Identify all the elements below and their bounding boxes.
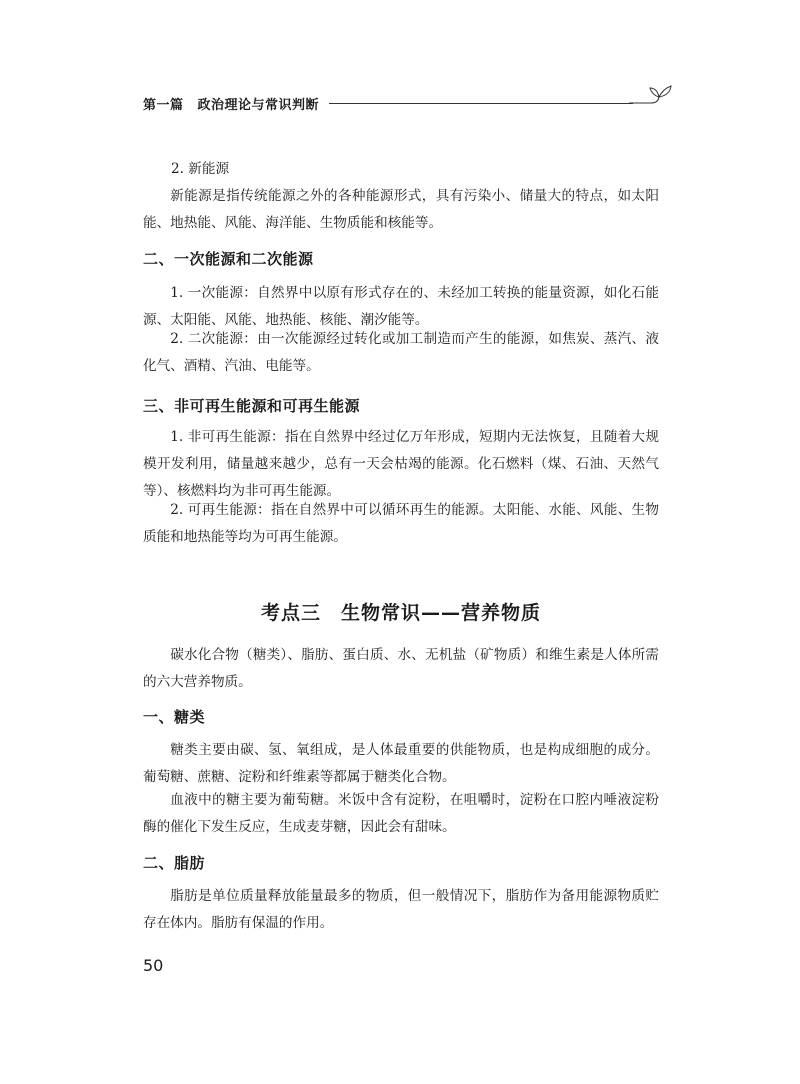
intro-paragraph: 碳水化合物（糖类）、脂肪、蛋白质、水、无机盐（矿物质）和维生素是人体所需的六大营养物质。 xyxy=(143,647,659,690)
sugar-paragraph-2: 血液中的糖主要为葡萄糖。米饭中含有淀粉，在咀嚼时，淀粉在口腔内唾液淀粉酶的催化下发生反应，生成麦芽糖，因此会有甜味。 xyxy=(143,792,659,835)
heading-primary-secondary-energy: 二、一次能源和二次能源 xyxy=(143,250,314,268)
heading-fat: 二、脂肪 xyxy=(143,854,206,872)
renewable-paragraph: 2. 可再生能源：指在自然界中可以循环再生的能源。太阳能、水能、风能、生物质能和地热能等均为可再生能源。 xyxy=(143,502,659,545)
section-title: 考点三 生物常识——营养物质 xyxy=(260,602,541,624)
running-head-text xyxy=(143,94,319,113)
sprout-icon xyxy=(629,82,673,110)
heading-renewable-energy: 三、非可再生能源和可再生能源 xyxy=(143,397,361,415)
fat-paragraph: 脂肪是单位质量释放能量最多的物质，但一般情况下，脂肪作为备用能源物质贮存在体内。脂肪有保温的作用。 xyxy=(143,888,659,931)
heading-sugar: 一、糖类 xyxy=(143,708,206,726)
part-label: 第一篇 xyxy=(143,98,184,113)
header-rule xyxy=(329,103,633,104)
new-energy-paragraph: 新能源是指传统能源之外的各种能源形式，具有污染小、储量大的特点，如太阳能、地热能、风能、海洋能、生物质能和核能等。 xyxy=(143,188,659,231)
secondary-energy-paragraph: 2. 二次能源：由一次能源经过转化或加工制造而产生的能源，如焦炭、蒸汽、液化气、酒精、汽油、电能等。 xyxy=(143,331,659,374)
primary-energy-paragraph: 1. 一次能源：自然界中以原有形式存在的、未经加工转换的能量资源，如化石能源、太阳能、风能、地热能、核能、潮汐能等。 xyxy=(143,285,659,328)
page-number: 50 xyxy=(143,956,164,975)
new-energy-label: 2. 新能源 xyxy=(171,161,230,177)
nonrenewable-paragraph: 1. 非可再生能源：指在自然界中经过亿万年形成，短期内无法恢复，且随着大规模开发利用，储量越来越少，总有一天会枯竭的能源。化石燃料（煤、石油、天然气等）、核燃料均为非可再生能源。 xyxy=(143,429,659,499)
sugar-paragraph-1: 糖类主要由碳、氢、氧组成，是人体最重要的供能物质，也是构成细胞的成分。葡萄糖、蔗糖、淀粉和纤维素等都属于糖类化合物。 xyxy=(143,742,659,785)
running-head xyxy=(143,94,673,122)
chapter-label: 政治理论与常识判断 xyxy=(197,98,320,113)
